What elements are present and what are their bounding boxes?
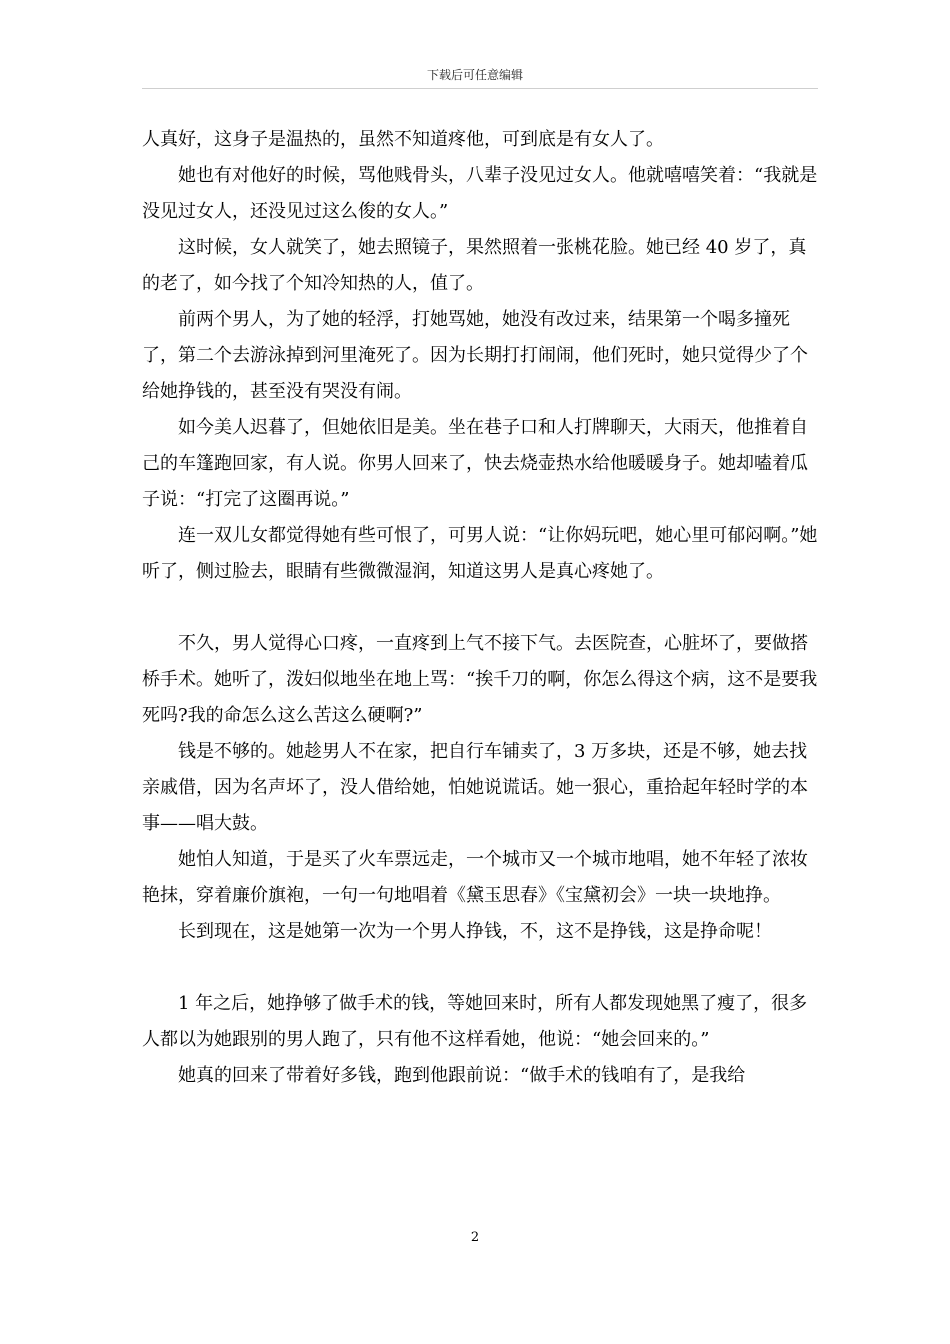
paragraph: 钱是不够的。她趁男人不在家，把自行车铺卖了，3 万多块，还是不够，她去找亲戚借，因为名声坏了，没人借给她，怕她说谎话。她一狠心，重拾起年轻时学的本事——唱大鼓。	[142, 741, 808, 834]
document-body	[142, 122, 818, 1094]
paragraph: 不久，男人觉得心口疼，一直疼到上气不接下气。去医院查，心脏坏了，要做搭桥手术。她听了，泼妇似地坐在地上骂：“挨千刀的啊，你怎么得这个病，这不是要我死吗?我的命怎么这么苦这么硬啊?”	[142, 633, 818, 726]
page-number: 2	[470, 1230, 480, 1245]
paragraph: 连一双儿女都觉得她有些可恨了，可男人说：“让你妈玩吧，她心里可郁闷啊。”她听了，侧过脸去，眼睛有些微微湿润，知道这男人是真心疼她了。	[142, 525, 818, 582]
header-divider	[142, 88, 818, 89]
page-header: 下载后可任意编辑	[426, 68, 523, 82]
paragraph: 她真的回来了带着好多钱，跑到他跟前说：“做手术的钱咱有了，是我给	[178, 1065, 746, 1086]
paragraph: 如今美人迟暮了，但她依旧是美。坐在巷子口和人打牌聊天，大雨天，他推着自己的车篷跑回家，有人说。你男人回来了，快去烧壶热水给他暖暖身子。她却嗑着瓜子说：“打完了这圈再说。”	[142, 417, 808, 510]
paragraph: 长到现在，这是她第一次为一个男人挣钱，不，这不是挣钱，这是挣命呢！	[178, 921, 772, 942]
paragraph: 前两个男人，为了她的轻浮，打她骂她，她没有改过来，结果第一个喝多撞死了，第二个去游泳掉到河里淹死了。因为长期打打闹闹，他们死时，她只觉得少了个给她挣钱的，甚至没有哭没有闹。	[142, 309, 808, 402]
paragraph: 1 年之后，她挣够了做手术的钱，等她回来时，所有人都发现她黑了瘦了，很多人都以为她跟别的男人跑了，只有他不这样看她，他说：“她会回来的。”	[142, 993, 808, 1050]
paragraph: 人真好，这身子是温热的，虽然不知道疼他，可到底是有女人了。	[142, 129, 664, 150]
section-break	[142, 950, 818, 986]
section-break	[142, 590, 818, 626]
paragraph: 她怕人知道，于是买了火车票远走，一个城市又一个城市地唱，她不年轻了浓妆艳抹，穿着廉价旗袍，一句一句地唱着《黛玉思春》《宝黛初会》一块一块地挣。	[142, 849, 808, 906]
paragraph: 这时候，女人就笑了，她去照镜子，果然照着一张桃花脸。她已经 40 岁了，真的老了，如今找了个知冷知热的人，值了。	[142, 237, 807, 294]
paragraph: 她也有对他好的时候，骂他贱骨头，八辈子没见过女人。他就嘻嘻笑着：“我就是没见过女人，还没见过这么俊的女人。”	[142, 165, 818, 222]
